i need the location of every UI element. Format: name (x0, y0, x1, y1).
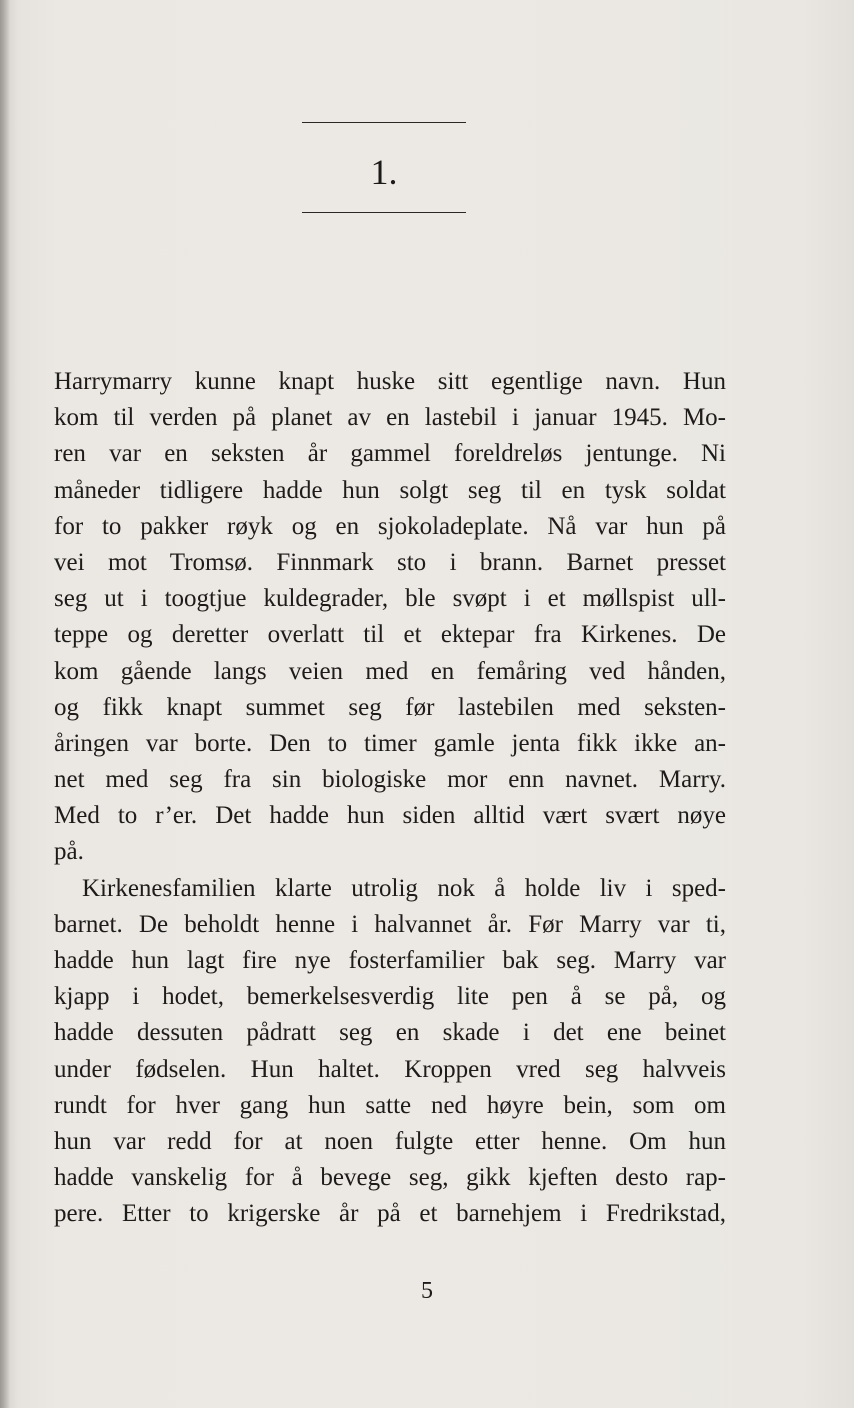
text-line: ren var en seksten år gammel foreldreløs jentunge. Ni (54, 440, 726, 468)
text-line: seg ut i toogtjue kuldegrader, ble svøpt i et møllspist ull- (54, 585, 726, 613)
text-line: Med to r’er. Det hadde hun siden alltid vært svært nøye (54, 802, 726, 830)
text-line: måneder tidligere hadde hun solgt seg til en tysk soldat (54, 476, 726, 504)
chapter-rule-top (302, 122, 466, 123)
text-line: kom til verden på planet av en lastebil i januar 1945. Mo- (54, 404, 726, 432)
text-line: og fikk knapt summet seg før lastebilen med seksten- (54, 693, 726, 721)
text-line: hadde hun lagt fire nye fosterfamilier bak seg. Marry var (54, 947, 726, 974)
text-line: kom gående langs veien med en femåring ved hånden, (54, 657, 726, 685)
spine-shadow (0, 0, 10, 1408)
text-line: åringen var borte. Den to timer gamle jenta fikk ikke an- (54, 729, 726, 757)
text-line: rundt for hver gang hun satte ned høyre bein, som om (54, 1091, 726, 1119)
text-line: hun var redd for at noen fulgte etter henne. Om hun (54, 1127, 726, 1155)
text-line: vei mot Tromsø. Finnmark sto i brann. Barnet presset (54, 548, 726, 576)
chapter-rule-bottom (302, 212, 466, 213)
text-line: barnet. De beholdt henne i halvannet år. Før Marry var ti, (54, 910, 726, 938)
text-line: net med seg fra sin biologiske mor enn navnet. Marry. (54, 766, 726, 794)
text-line: hadde dessuten pådratt seg en skade i det ene beinet (54, 1019, 726, 1047)
text-line: hadde vanskelig for å bevege seg, gikk kjeften desto rap- (54, 1164, 726, 1192)
text-line: Harrymarry kunne knapt huske sitt egentlige navn. Hun (54, 368, 726, 395)
text-line: kjapp i hodet, bemerkelsesverdig lite pen å se på, og (54, 983, 726, 1011)
text-line: teppe og deretter overlatt til et ektepar fra Kirkenes. De (54, 621, 726, 649)
chapter-body (54, 364, 726, 1233)
paragraph-1 (54, 364, 726, 871)
paragraph-2 (54, 871, 726, 1233)
page-number: 5 (421, 1278, 433, 1304)
text-line: Kirkenesfamilien klarte utrolig nok å holde liv i sped- (82, 874, 726, 902)
text-line: under fødselen. Hun haltet. Kroppen vred seg halvveis (54, 1055, 726, 1083)
text-line: på. (54, 838, 84, 866)
text-line: for to pakker røyk og en sjokoladeplate. Nå var hun på (54, 512, 726, 540)
text-line: pere. Etter to krigerske år på et barnehjem i Fredrikstad, (54, 1200, 726, 1228)
chapter-number: 1. (370, 152, 398, 192)
